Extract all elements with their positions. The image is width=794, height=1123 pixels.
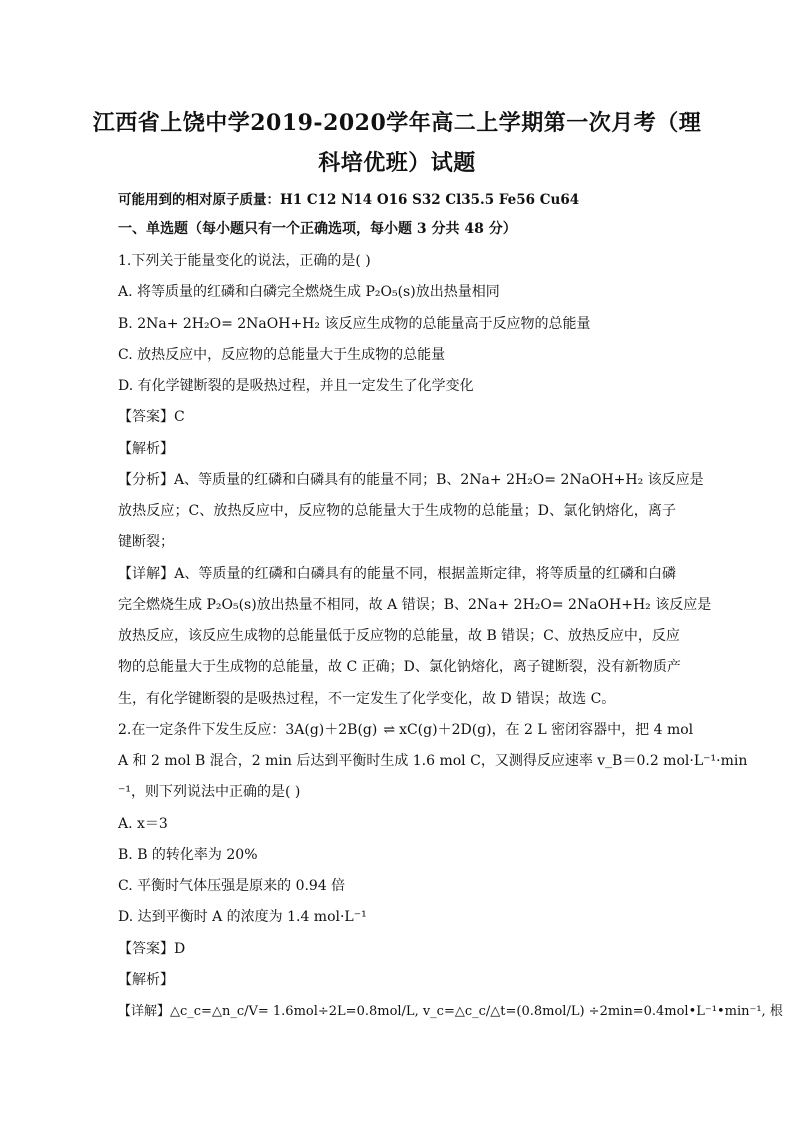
q2-stem-line-1: [118, 719, 693, 739]
q2-answer: 【答案】D: [118, 941, 186, 957]
q1-answer: 【答案】C: [118, 409, 185, 425]
q1-option-c: C. 放热反应中，反应物的总能量大于生成物的总能量: [118, 347, 446, 363]
q1-fenxi-line-2: 放热反应；C、放热反应中，反应物的总能量大于生成物的总能量；D、氯化钠熔化，离子: [118, 503, 676, 519]
atomic-mass-line: 可能用到的相对原子质量：H1 C12 N14 O16 S32 Cl35.5 Fe56 Cu64: [118, 192, 580, 208]
q1-detail-line-5: 生，有化学键断裂的是吸热过程，不一定发生了化学变化，故 D 错误；故选 C。: [118, 691, 616, 707]
section-heading-single-choice: 一、单选题（每小题只有一个正确选项，每小题 3 分共 48 分）: [118, 221, 517, 237]
q1-analysis-label: 【解析】: [118, 441, 174, 457]
document-title-line-2: 科培优班）试题: [318, 150, 476, 176]
q2-option-d: D. 达到平衡时 A 的浓度为 1.4 mol·L⁻¹: [118, 909, 367, 925]
q1-option-a: A. 将等质量的红磷和白磷完全燃烧生成 P₂O₅(s)放出热量相同: [118, 284, 500, 300]
q1-detail-line-2: 完全燃烧生成 P₂O₅(s)放出热量不相同，故 A 错误；B、2Na+ 2H₂O= 2NaOH+H₂ 该反应是: [118, 597, 712, 613]
q2-detail-line-1: 【详解】△c_c=△n_c/V= 1.6mol÷2L=0.8mol/L, v_c=△c_c/△t=(0.8mol/L) ÷2min=0.4mol•L⁻¹•min⁻¹, 根: [118, 1004, 783, 1019]
q2-stem-part-2: xC(g)＋2D(g)，在 2 L 密闭容器中，把 4 mol: [399, 722, 694, 738]
q1-detail-line-3: 放热反应，该反应生成物的总能量低于反应物的总能量，故 B 错误；C、放热反应中，反应: [118, 628, 680, 644]
q1-fenxi-line-1: 【分析】A、等质量的红磷和白磷具有的能量不同；B、2Na+ 2H₂O= 2NaOH+H₂ 该反应是: [118, 472, 704, 488]
q2-option-c: C. 平衡时气体压强是原来的 0.94 倍: [118, 878, 346, 894]
q2-stem-line-2: A 和 2 mol B 混合，2 min 后达到平衡时生成 1.6 mol C，又测得反应速率 v_B＝0.2 mol·L⁻¹·min: [118, 753, 748, 769]
q1-stem: 1.下列关于能量变化的说法，正确的是( ): [118, 253, 371, 269]
q1-option-b: B. 2Na+ 2H₂O= 2NaOH+H₂ 该反应生成物的总能量高于反应物的总能量: [118, 316, 591, 332]
q2-option-a: A. x＝3: [118, 816, 168, 832]
q1-detail-line-4: 物的总能量大于生成物的总能量，故 C 正确；D、氯化钠熔化，离子键断裂，没有新物质产: [118, 659, 681, 675]
q1-fenxi-line-3: 键断裂；: [118, 534, 174, 550]
q1-detail-line-1: 【详解】A、等质量的红磷和白磷具有的能量不同，根据盖斯定律，将等质量的红磷和白磷: [118, 566, 676, 582]
document-title-line-1: 江西省上饶中学2019-2020学年高二上学期第一次月考（理: [92, 110, 702, 136]
q2-option-b: B. B 的转化率为 20%: [118, 847, 258, 863]
q2-stem-part-1: 2.在一定条件下发生反应：3A(g)＋2B(g): [118, 722, 378, 738]
q1-option-d: D. 有化学键断裂的是吸热过程，并且一定发生了化学变化: [118, 378, 474, 394]
q2-analysis-label: 【解析】: [118, 972, 174, 988]
equilibrium-arrow-icon: ⇌: [383, 722, 394, 738]
q2-stem-line-3: ⁻¹，则下列说法中正确的是( ): [118, 784, 301, 800]
